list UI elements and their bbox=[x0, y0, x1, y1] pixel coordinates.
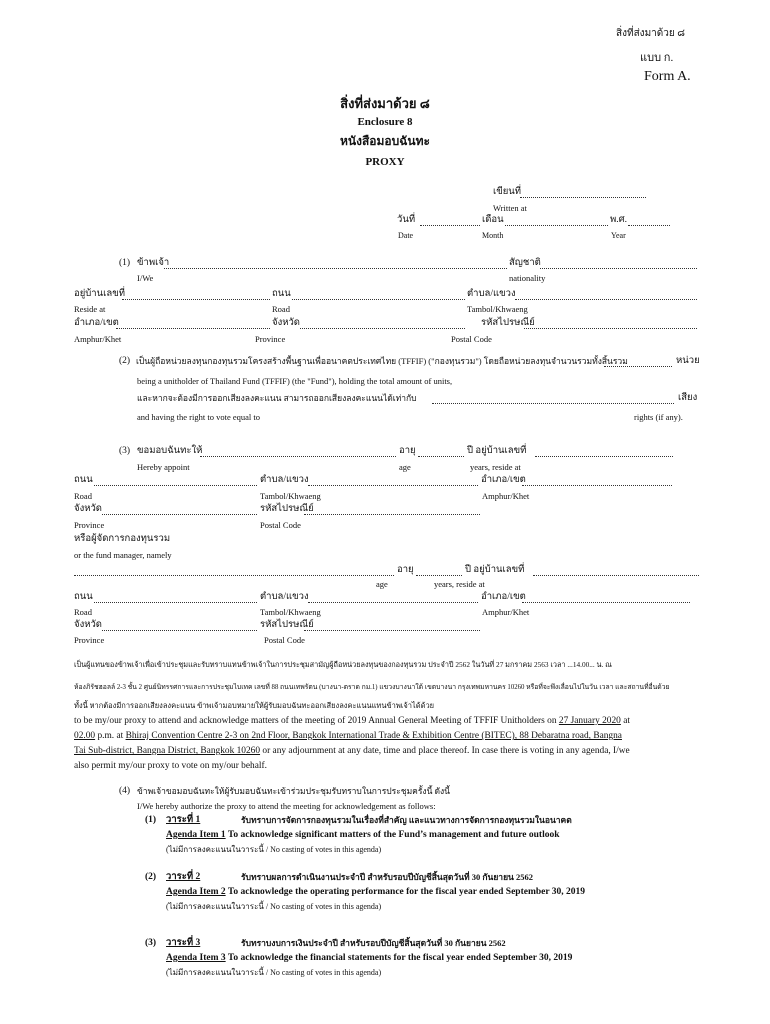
units-field[interactable] bbox=[604, 366, 672, 367]
month-field[interactable] bbox=[505, 225, 608, 226]
proxy-text-en-3: Tai Sub-district, Bangna District, Bangkok 10260 or any adjournment at any date, time and place thereof. In case there is voting in any agenda, I/we bbox=[74, 746, 630, 756]
manager-age-label-th: อายุ bbox=[397, 565, 414, 575]
road-label-en: Road bbox=[272, 304, 290, 314]
agenda-item-th: วาระที่ 1 bbox=[166, 815, 201, 825]
meeting-address: Tai Sub-district, Bangna District, Bangkok 10260 bbox=[74, 746, 261, 756]
section2-num: (2) bbox=[119, 356, 131, 366]
title-proxy-th: หนังสือมอบฉันทะ bbox=[340, 134, 430, 148]
section4-intro-en: I/We hereby authorize the proxy to attend the meeting for acknowledgement as follows: bbox=[137, 801, 436, 811]
proxy-text-en-4: also permit my/our proxy to vote on my/our behalf. bbox=[74, 761, 267, 771]
manager-tambol-label-th: ตำบล/แขวง bbox=[260, 592, 309, 602]
agenda-title-en: To acknowledge significant matters of the Fund’s management and future outlook bbox=[227, 830, 560, 840]
postal-label-en: Postal Code bbox=[451, 334, 492, 344]
nationality-field[interactable] bbox=[540, 268, 697, 269]
date-label-en: Date bbox=[398, 231, 414, 240]
agenda-title-th: รับทราบการจัดการกองทุนรวมในเรื่องที่สำคัญ และแนวทางการจัดการกองทุนรวมในอนาคต bbox=[241, 815, 572, 825]
agenda-title-th: รับทราบผลการดำเนินงานประจำปี สำหรับรอบปีบัญชีสิ้นสุดวันที่ 30 กันยายน 2562 bbox=[241, 872, 533, 882]
year-field[interactable] bbox=[628, 225, 670, 226]
agenda-note: (ไม่มีการลงคะแนนในวาระนี้ / No casting of votes in this agenda) bbox=[166, 902, 382, 911]
rights-label-en: rights (if any). bbox=[634, 412, 683, 422]
proxy-amphur-label-th: อำเภอ/เขต bbox=[481, 475, 526, 485]
agenda-note: (ไม่มีการลงคะแนนในวาระนี้ / No casting of votes in this agenda) bbox=[166, 845, 382, 854]
proxy-text-en-2: 02.00 p.m. at Bhiraj Convention Centre 2-3 on 2nd Floor, Bangkok International Trade & Exhibition Centre (BITEC), 88 Debaratna road, Bangna bbox=[74, 731, 622, 741]
proxy-text-th-3: ทั้งนี้ หากต้องมีการออกเสียงลงคะแนน ข้าพเจ้ามอบหมายให้ผู้รับมอบฉันทะออกเสียงลงคะแนนแทนข้าพเจ้าได้ด้วย bbox=[74, 701, 435, 710]
amphur-label-en: Amphur/Khet bbox=[74, 334, 122, 344]
agenda-item-en: Agenda Item 3 bbox=[166, 953, 226, 963]
form-label-th: แบบ ก. bbox=[640, 52, 674, 64]
votes-field[interactable] bbox=[432, 403, 674, 404]
agenda-note: (ไม่มีการลงคะแนนในวาระนี้ / No casting of votes in this agenda) bbox=[166, 968, 382, 977]
agenda-item-en: Agenda Item 2 bbox=[166, 887, 226, 897]
month-label-en: Month bbox=[482, 231, 504, 240]
proxy-amphur-label-en: Amphur/Khet bbox=[482, 491, 530, 501]
amphur-label-th: อำเภอ/เขต bbox=[74, 318, 119, 328]
agenda-title-en: To acknowledge the operating performance for the fiscal year ended September 30, 2019 bbox=[227, 887, 586, 897]
agenda-title-en: To acknowledge the financial statements for the fiscal year ended September 30, 2019 bbox=[227, 953, 573, 963]
nationality-label-th: สัญชาติ bbox=[509, 258, 541, 268]
agenda-item-en-wrap bbox=[166, 953, 572, 964]
proxy-name-field[interactable] bbox=[200, 456, 396, 457]
manager-amphur-label-th: อำเภอ/เขต bbox=[481, 592, 526, 602]
agenda-num: (2) bbox=[145, 872, 157, 882]
written-at-field[interactable] bbox=[520, 197, 646, 198]
proxy-reside-field[interactable] bbox=[535, 456, 673, 457]
manager-name-field[interactable] bbox=[74, 575, 394, 576]
meeting-venue: Bhiraj Convention Centre 2-3 on 2nd Floor, Bangkok International Trade & Exhibition Centre (BITEC), 88 Debaratna road, Bangna bbox=[125, 731, 622, 741]
section2-line2-en: and having the right to vote equal to bbox=[137, 412, 260, 422]
tambol-label-th: ตำบล/แขวง bbox=[467, 289, 516, 299]
manager-road-label-en: Road bbox=[74, 607, 92, 617]
proxy-postal-field[interactable] bbox=[304, 514, 480, 515]
appoint-label-en: Hereby appoint bbox=[137, 462, 190, 472]
proxy-tambol-field[interactable] bbox=[308, 485, 478, 486]
manager-reside-field[interactable] bbox=[533, 575, 699, 576]
manager-road-field[interactable] bbox=[94, 602, 257, 603]
proxy-text-th-1: เป็นผู้แทนของข้าพเจ้าเพื่อเข้าประชุมและรับทราบแทนข้าพเจ้าในการประชุมสามัญผู้ถือหน่วยลงทุนของกองทุนรวม ประจำปี 2562 ในวันที่ 27 มกราคม 2563 เวลา ...14.00... น. ณ bbox=[74, 660, 612, 669]
manager-years-label-th: ปี อยู่บ้านเลขที่ bbox=[465, 565, 525, 575]
meeting-time: 02.00 bbox=[74, 731, 96, 741]
month-label-th: เดือน bbox=[482, 215, 504, 225]
proxy-road-label-en: Road bbox=[74, 491, 92, 501]
province-label-en: Province bbox=[255, 334, 286, 344]
proxy-postal-label-th: รหัสไปรษณีย์ bbox=[260, 504, 314, 514]
date-label-th: วันที่ bbox=[397, 215, 416, 225]
manager-amphur-field[interactable] bbox=[522, 602, 690, 603]
manager-age-label-en: age bbox=[376, 579, 388, 589]
agenda-num: (1) bbox=[145, 815, 157, 825]
year-label-en: Year bbox=[611, 231, 626, 240]
title-proxy-en: PROXY bbox=[365, 156, 405, 168]
reside-label-en: Reside at bbox=[74, 304, 106, 314]
proxy-province-label-en: Province bbox=[74, 520, 105, 530]
age-label-en: age bbox=[399, 462, 411, 472]
reside-field[interactable] bbox=[122, 299, 270, 300]
proxy-age-field[interactable] bbox=[418, 456, 464, 457]
title-enclosure-th: สิ่งที่ส่งมาด้วย ๘ bbox=[340, 96, 430, 111]
manager-tambol-label-en: Tambol/Khwaeng bbox=[260, 607, 321, 617]
written-at-label-en: Written at bbox=[493, 203, 527, 213]
manager-tambol-field[interactable] bbox=[308, 602, 478, 603]
agenda-item-th: วาระที่ 3 bbox=[166, 938, 201, 948]
agenda-item-en-wrap bbox=[166, 887, 585, 898]
proxy-tambol-label-th: ตำบล/แขวง bbox=[260, 475, 309, 485]
manager-road-label-th: ถนน bbox=[74, 592, 93, 602]
unit-label-th: หน่วย bbox=[676, 356, 700, 366]
amphur-field[interactable] bbox=[116, 328, 270, 329]
section2-line1-en: being a unitholder of Thailand Fund (TFFIF) (the "Fund"), holding the total amount of units, bbox=[137, 376, 453, 386]
section1-num: (1) bbox=[119, 258, 131, 268]
agenda-item-en: Agenda Item 1 bbox=[166, 830, 226, 840]
manager-province-label-en: Province bbox=[74, 635, 105, 645]
enclosure-header-th: สิ่งที่ส่งมาด้วย ๘ bbox=[616, 28, 685, 39]
road-label-th: ถนน bbox=[272, 289, 291, 299]
proxy-postal-label-en: Postal Code bbox=[260, 520, 301, 530]
meeting-date: 27 January 2020 bbox=[558, 716, 621, 726]
province-label-th: จังหวัด bbox=[272, 318, 300, 328]
proxy-text-th-2: ห้องภิรัชฮอลล์ 2-3 ชั้น 2 ศูนย์นิทรรศการและการประชุมไบเทค เลขที่ 88 ถนนเทพรัตน (บางนา-ตราด กม.1) แขวงบางนาใต้ เขตบางนา กรุงเทพมหานคร 10260 หรือที่จะพึงเลื่อนไปในวัน เวลา และสถานที่อื่นด้วย bbox=[74, 684, 670, 691]
road-field[interactable] bbox=[292, 299, 465, 300]
agenda-item-th: วาระที่ 2 bbox=[166, 872, 201, 882]
province-field[interactable] bbox=[300, 328, 465, 329]
section1-we-en: I/We bbox=[137, 273, 154, 283]
written-at-label-th: เขียนที่ bbox=[493, 187, 522, 197]
postal-label-th: รหัสไปรษณีย์ bbox=[481, 318, 535, 328]
age-label-th: อายุ bbox=[399, 446, 416, 456]
proxy-tambol-label-en: Tambol/Khwaeng bbox=[260, 491, 321, 501]
section1-we-th: ข้าพเจ้า bbox=[137, 258, 170, 268]
proxy-province-field[interactable] bbox=[102, 514, 257, 515]
section4-intro-th: ข้าพเจ้าขอมอบฉันทะให้ผู้รับมอบฉันทะเข้าร่วมประชุมรับทราบในการประชุมครั้งนี้ ดังนี้ bbox=[137, 786, 450, 796]
name-field[interactable] bbox=[164, 268, 507, 269]
manager-age-field[interactable] bbox=[416, 575, 462, 576]
or-manager-en: or the fund manager, namely bbox=[74, 550, 172, 560]
date-field[interactable] bbox=[420, 225, 480, 226]
proxy-road-label-th: ถนน bbox=[74, 475, 93, 485]
manager-province-field[interactable] bbox=[102, 630, 257, 631]
proxy-amphur-field[interactable] bbox=[522, 485, 672, 486]
vote-label-th: เสียง bbox=[678, 393, 698, 403]
years-label-en: years, reside at bbox=[470, 462, 521, 472]
year-label-th: พ.ศ. bbox=[610, 215, 628, 225]
manager-postal-field[interactable] bbox=[304, 630, 480, 631]
manager-amphur-label-en: Amphur/Khet bbox=[482, 607, 530, 617]
agenda-title-th: รับทราบงบการเงินประจำปี สำหรับรอบปีบัญชีสิ้นสุดวันที่ 30 กันยายน 2562 bbox=[241, 938, 506, 948]
manager-years-label-en: years, reside at bbox=[434, 579, 485, 589]
proxy-province-label-th: จังหวัด bbox=[74, 504, 102, 514]
manager-postal-label-th: รหัสไปรษณีย์ bbox=[260, 620, 314, 630]
nationality-label-en: nationality bbox=[509, 273, 546, 283]
appoint-label-th: ขอมอบฉันทะให้ bbox=[137, 446, 203, 456]
postal-field[interactable] bbox=[524, 328, 697, 329]
or-manager-th: หรือผู้จัดการกองทุนรวม bbox=[74, 534, 171, 544]
section2-line2-th: และหากจะต้องมีการออกเสียงลงคะแนน สามารถออกเสียงลงคะแนนได้เท่ากับ bbox=[137, 393, 417, 403]
manager-postal-label-en: Postal Code bbox=[264, 635, 305, 645]
tambol-label-en: Tambol/Khwaeng bbox=[467, 304, 528, 314]
manager-province-label-th: จังหวัด bbox=[74, 620, 102, 630]
proxy-text-en-1: to be my/our proxy to attend and acknowledge matters of the meeting of 2019 Annual General Meeting of TFFIF Unitholders on 27 January 2020 at bbox=[74, 716, 630, 726]
agenda-item-en-wrap bbox=[166, 830, 560, 841]
reside-label-th: อยู่บ้านเลขที่ bbox=[74, 289, 125, 299]
tambol-field[interactable] bbox=[515, 299, 697, 300]
section2-line1-th: เป็นผู้ถือหน่วยลงทุนกองทุนรวมโครงสร้างพื้นฐานเพื่ออนาคตประเทศไทย (TFFIF) ("กองทุนรวม") โดยถือหน่วยลงทุนจำนวนรวมทั้งสิ้นรวม bbox=[136, 356, 628, 366]
title-enclosure-en: Enclosure 8 bbox=[357, 116, 413, 128]
section3-num: (3) bbox=[119, 446, 131, 456]
years-label-th: ปี อยู่บ้านเลขที่ bbox=[467, 446, 527, 456]
section4-num: (4) bbox=[119, 786, 131, 796]
form-label-en: Form A. bbox=[644, 69, 691, 84]
agenda-num: (3) bbox=[145, 938, 157, 948]
proxy-road-field[interactable] bbox=[94, 485, 257, 486]
